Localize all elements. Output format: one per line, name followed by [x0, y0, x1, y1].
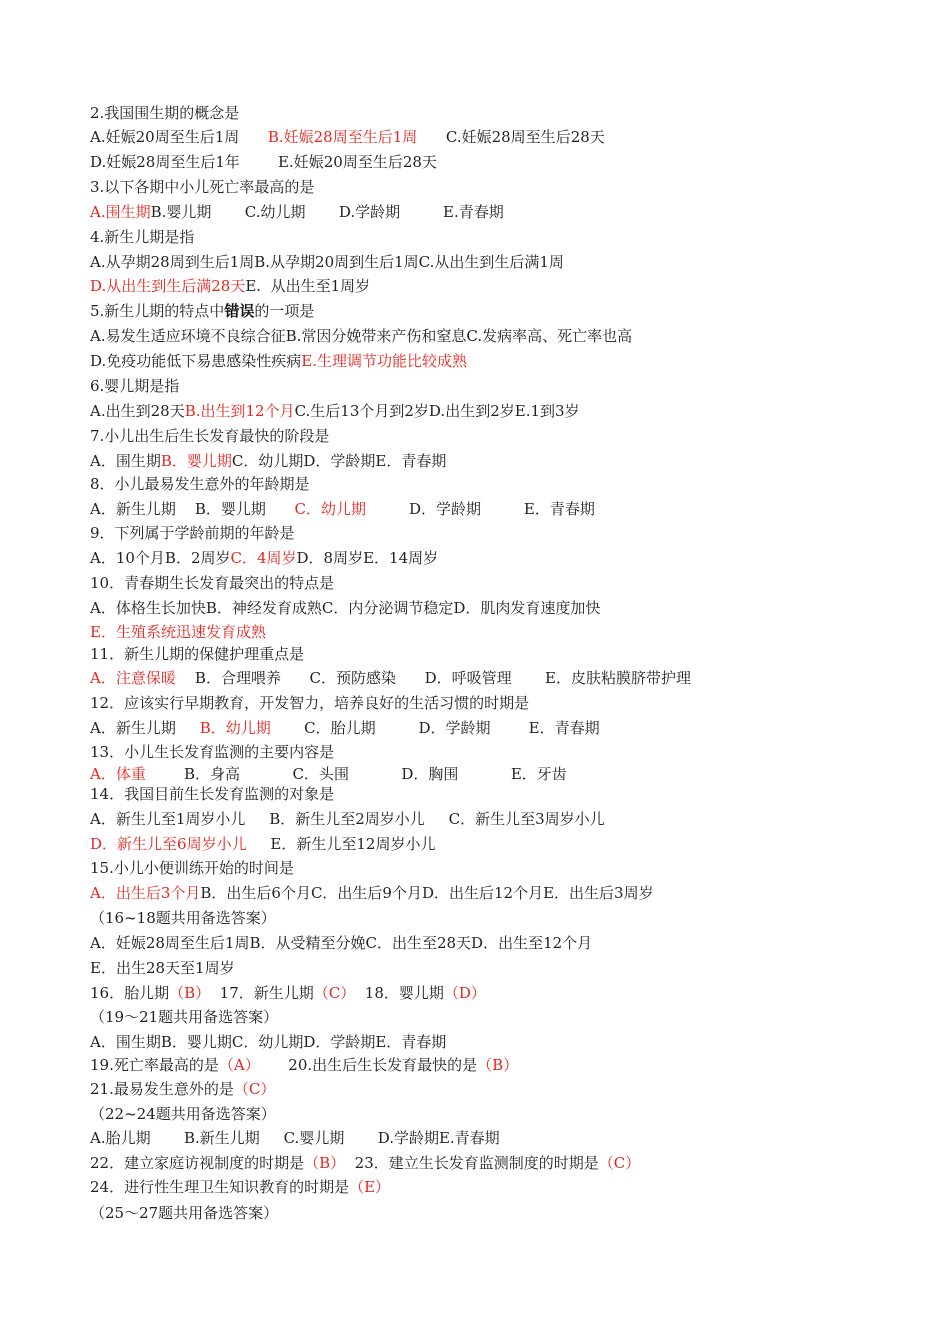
line-text: A．妊娠28周至生后1周B．从受精至分娩C．出生至28天D．出生至12个月: [90, 934, 593, 952]
line-text: 15.小儿小便训练开始的时间是: [90, 859, 294, 877]
line-text: A.从孕期28周到生后1周B.从孕期20周到生后1周C.从出生到生后满1周: [90, 253, 564, 271]
line-text: 21.最易发生意外的是: [90, 1080, 234, 1098]
text-line: [90, 276, 370, 296]
text-line: [90, 401, 580, 421]
text-line: [90, 351, 467, 371]
text-line: [90, 326, 632, 346]
answer-highlight: （C）: [313, 984, 356, 1002]
text-line: [90, 548, 438, 568]
line-text: 23．建立生长发育监测制度的时期是: [345, 1154, 599, 1172]
text-line: [90, 908, 276, 928]
text-line: [90, 764, 567, 784]
line-text: C.妊娠28周至生后28天: [417, 128, 605, 146]
text-line: [90, 1032, 446, 1052]
text-line: [90, 499, 595, 519]
answer-highlight: C．幼儿期: [294, 500, 367, 518]
text-line: [90, 202, 504, 222]
line-text: （16~18题共用备选答案）: [90, 909, 276, 927]
answer-highlight: （C）: [233, 1080, 276, 1098]
text-line: [90, 644, 304, 664]
text-line: [90, 523, 295, 543]
answer-highlight: D.从出生到生后满28天: [90, 277, 246, 295]
answer-highlight: （B）: [304, 1154, 346, 1172]
answer-highlight: （B）: [169, 984, 211, 1002]
line-text: （22~24题共用备选答案）: [90, 1105, 276, 1123]
answer-highlight: A．出生后3个月: [90, 884, 201, 902]
answer-highlight: （E）: [349, 1178, 391, 1196]
line-text: D.免疫功能低下易患感染性疾病: [90, 352, 302, 370]
answer-highlight: A.围生期: [90, 203, 151, 221]
answer-highlight: E．生殖系统迅速发育成熟: [90, 623, 266, 641]
line-text: 16．胎儿期: [90, 984, 170, 1002]
line-text: 11．新生儿期的保健护理重点是: [90, 645, 305, 663]
line-text: 22．建立家庭访视制度的时期是: [90, 1154, 305, 1172]
text-line: [90, 103, 239, 123]
line-text: C.生后13个月到2岁D.出生到2岁E.1到3岁: [294, 402, 580, 420]
text-line: [90, 426, 329, 446]
line-text: A.易发生适应环境不良综合征B.常因分娩带来产伤和窒息C.发病率高、死亡率也高: [90, 327, 633, 345]
line-text: 7.小儿出生后生长发育最快的阶段是: [90, 427, 330, 445]
line-text: A．新生儿期: [90, 719, 200, 737]
text-line: [90, 958, 235, 978]
text-line: [90, 451, 446, 471]
text-line: [90, 573, 334, 593]
line-text: A.出生到28天: [90, 402, 185, 420]
answer-highlight: B.出生到12个月: [184, 402, 295, 420]
text-line: [90, 718, 600, 738]
line-text: A．新生儿至1周岁小儿 B．新生儿至2周岁小儿 C．新生儿至3周岁小儿: [90, 810, 605, 828]
line-text: B．出生后6个月C．出生后9个月D．出生后12个月E．出生后3周岁: [200, 884, 654, 902]
line-text: 3.以下各期中小儿死亡率最高的是: [90, 178, 315, 196]
line-text: A．围生期: [90, 452, 161, 470]
text-line: [90, 1203, 278, 1223]
line-text: 的一项是: [254, 302, 315, 320]
text-line: [90, 1079, 275, 1099]
line-text: 13．小儿生长发育监测的主要内容是: [90, 743, 335, 761]
text-line: [90, 1153, 640, 1173]
text-line: [90, 693, 529, 713]
text-line: [90, 598, 600, 618]
answer-highlight: E.生理调节功能比较成熟: [301, 352, 467, 370]
answer-highlight: （C）: [598, 1154, 641, 1172]
line-text: 24．进行性生理卫生知识教育的时期是: [90, 1178, 350, 1196]
line-text: 12．应该实行早期教育，开发智力，培养良好的生活习惯的时期是: [90, 694, 530, 712]
text-line: [90, 1055, 518, 1075]
line-text: A．10个月B．2周岁: [90, 549, 231, 567]
line-text: B.婴儿期 C.幼儿期 D.学龄期 E.青春期: [150, 203, 504, 221]
line-text: 17．新生儿期: [210, 984, 314, 1002]
line-text: （25～27题共用备选答案）: [90, 1204, 279, 1222]
line-text: E．新生儿至12周岁小儿: [246, 835, 436, 853]
line-text: 10．青春期生长发育最突出的特点是: [90, 574, 335, 592]
text-line: [90, 227, 194, 247]
line-text: D．学龄期 E．青春期: [366, 500, 595, 518]
answer-highlight: B．幼儿期: [199, 719, 271, 737]
line-text: A.胎儿期 B.新生儿期 C.婴儿期 D.学龄期E.青春期: [90, 1129, 500, 1147]
answer-highlight: A．注意保暖: [90, 669, 176, 687]
line-text: E. 从出生至1周岁: [245, 277, 371, 295]
line-text: B．身高 C．头围 D．胸围 E．牙齿: [145, 765, 567, 783]
line-text: 6.婴儿期是指: [90, 377, 180, 395]
text-line: [90, 933, 592, 953]
line-text: A．体格生长加快B．神经发育成熟C．内分泌调节稳定D．肌肉发育速度加快: [90, 599, 601, 617]
line-text: （19～21题共用备选答案）: [90, 1008, 279, 1026]
text-line: [90, 127, 605, 147]
line-text: A．围生期B．婴儿期C．幼儿期D．学龄期E．青春期: [90, 1033, 447, 1051]
text-line: [90, 983, 486, 1003]
line-text: C．幼儿期D．学龄期E．青春期: [231, 452, 447, 470]
line-text: 20.出生后生长发育最快的是: [259, 1056, 478, 1074]
text-line: [90, 1177, 390, 1197]
text-line: [90, 1007, 278, 1027]
text-line: [90, 152, 437, 172]
line-text: 5.新生儿期的特点中: [90, 302, 225, 320]
line-text: C．胎儿期 D．学龄期 E．青春期: [270, 719, 600, 737]
line-text: D．8周岁E．14周岁: [296, 549, 439, 567]
answer-highlight: B．婴儿期: [160, 452, 232, 470]
answer-highlight: （B）: [477, 1056, 519, 1074]
text-line: [90, 474, 310, 494]
text-line: [90, 858, 294, 878]
text-line: [90, 1128, 500, 1148]
text-line: [90, 1104, 276, 1124]
text-line: [90, 376, 179, 396]
line-text: A．新生儿期 B．婴儿期: [90, 500, 295, 518]
line-text: 9．下列属于学龄前期的年龄是: [90, 524, 295, 542]
line-text: A.妊娠20周至生后1周: [90, 128, 268, 146]
line-text: E．出生28天至1周岁: [90, 959, 235, 977]
text-line: [90, 809, 605, 829]
answer-highlight: （D）: [443, 984, 486, 1002]
line-text: 18．婴儿期: [355, 984, 444, 1002]
text-line: [90, 622, 266, 642]
answer-highlight: A．体重: [90, 765, 146, 783]
line-text: 4.新生儿期是指: [90, 228, 195, 246]
line-text: 19.死亡率最高的是: [90, 1056, 219, 1074]
text-line: [90, 177, 314, 197]
answer-highlight: B.妊娠28周至生后1周: [267, 128, 418, 146]
line-text: 2.我国围生期的概念是: [90, 104, 240, 122]
text-line: [90, 252, 564, 272]
answer-highlight: C．4周岁: [230, 549, 297, 567]
answer-highlight: （A）: [218, 1056, 260, 1074]
emphasis-text: 错误: [224, 302, 255, 320]
text-line: [90, 301, 314, 321]
text-line: [90, 742, 334, 762]
text-line: [90, 834, 435, 854]
line-text: B．合理喂养 C．预防感染 D．呼吸管理 E．皮肤粘膜脐带护理: [175, 669, 691, 687]
line-text: 14．我国目前生长发育监测的对象是: [90, 785, 335, 803]
line-text: 8．小儿最易发生意外的年龄期是: [90, 475, 310, 493]
answer-highlight: D．新生儿至6周岁小儿: [90, 835, 247, 853]
text-line: [90, 883, 654, 903]
text-line: [90, 668, 691, 688]
line-text: D.妊娠28周至生后1年 E.妊娠20周至生后28天: [90, 153, 437, 171]
text-line: [90, 784, 334, 804]
